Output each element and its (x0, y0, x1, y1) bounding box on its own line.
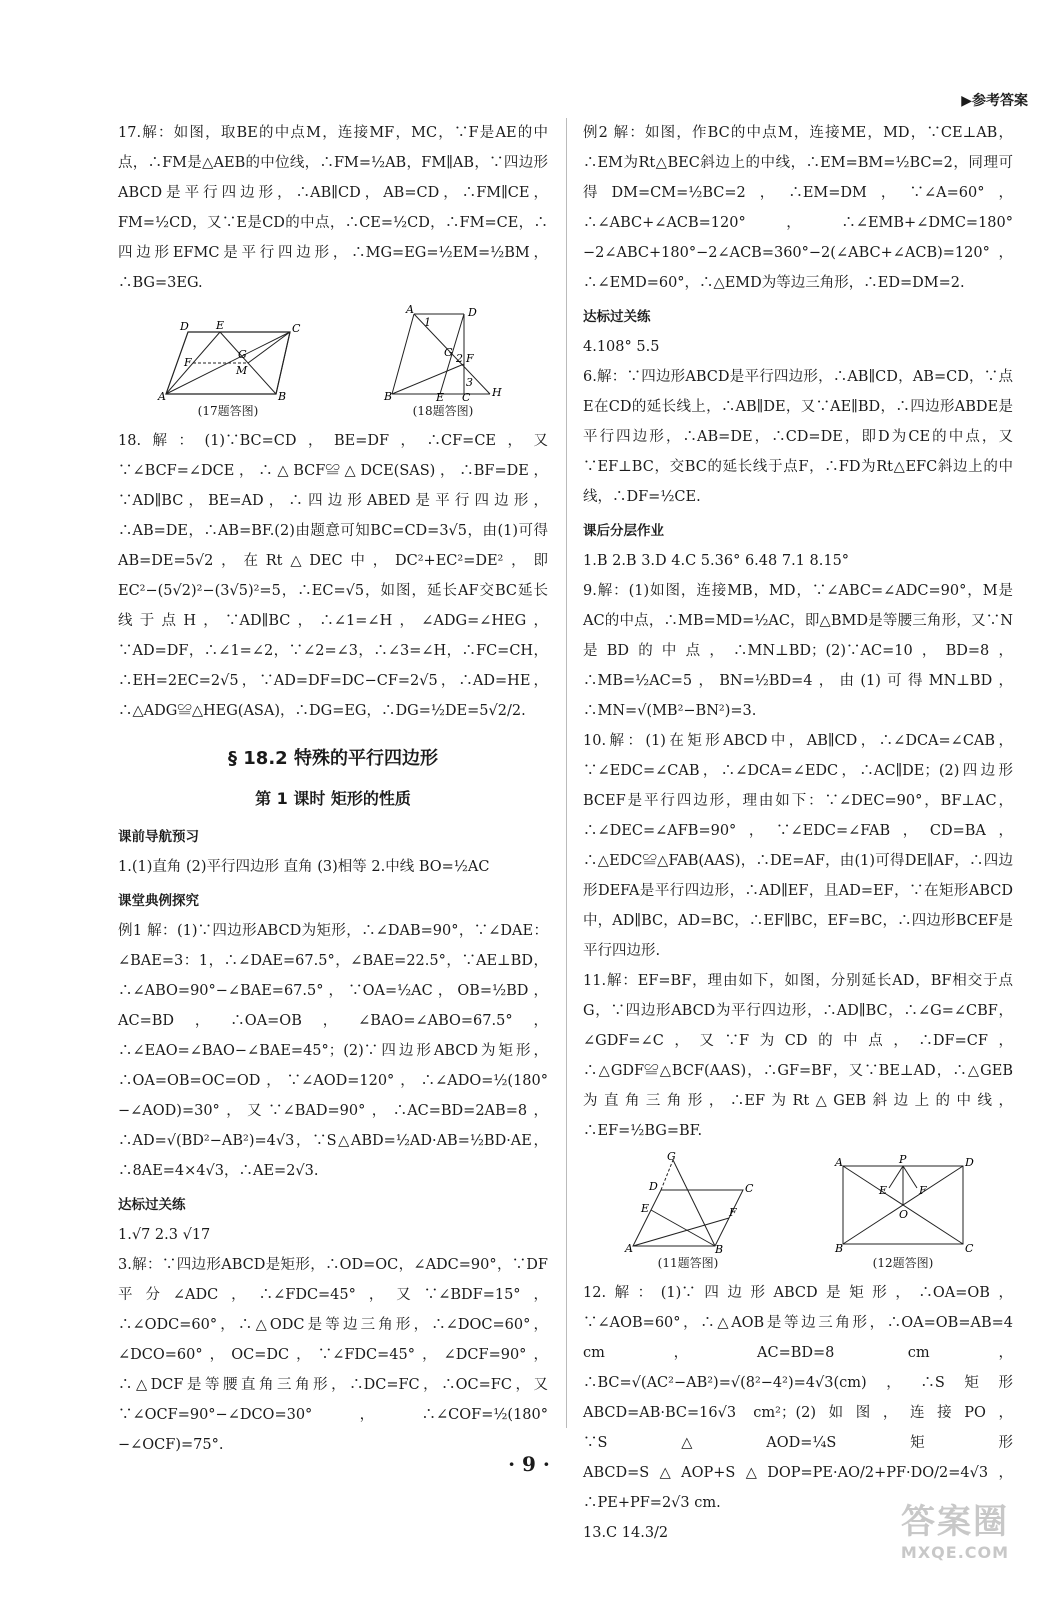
watermark-logo (880, 1494, 1030, 1564)
figure-17-diagram (158, 318, 301, 403)
svg-text:1: 1 (424, 316, 431, 329)
figure-17-caption: (17题答图) (197, 404, 259, 418)
figure-12-diagram (833, 1154, 973, 1254)
class-example-heading: 课堂典例探究 (118, 893, 199, 909)
svg-text:A: A (158, 390, 166, 403)
pre-study-text: 1.(1)直角 (2)平行四边形 直角 (3)相等 2.中线 BO=½AC (118, 859, 490, 875)
figure-17 (158, 318, 301, 420)
lesson-title: 第 1 课时 矩形的性质 (255, 789, 411, 808)
figure-11-caption: (11题答图) (657, 1256, 719, 1270)
svg-text:M: M (236, 364, 248, 377)
example-2: 例2 解：如图，作BC的中点M，连接ME，MD，∵CE⊥AB，∴EM为Rt△BEC斜边上的中线，∴EM=BM=½BC=2，同理可得DM=CM=½BC=2，∴EM=DM，∵∠A=60°，∴∠ABC+∠ACB=120°，∴∠EMB+∠DMC=180°−2∠ABC+180°−2∠ACB=360°−2(∠ABC+∠ACB)=120°，∴∠EMD=60°，∴△EMD为等边三角形，∴ED=DM=2. (583, 125, 1013, 291)
watermark-bottom: MXQE.COM (900, 1543, 1010, 1562)
svg-text:E: E (879, 1184, 888, 1197)
answer-9: 9.解：(1)如图，连接MB，MD，∵∠ABC=∠ADC=90°，M是AC的中点，∴MB=MD=½AC，即△BMD是等腰三角形，又∵N是BD的中点，∴MN⊥BD；(2)∵AC=10，BD=8，∴MB=½AC=5，BN=½BD=4，由(1)可得MN⊥BD，∴MN=√(MB²−BN²)=3. (583, 583, 1013, 719)
svg-text:B: B (835, 1242, 844, 1255)
svg-text:C: C (965, 1242, 974, 1255)
svg-text:E: E (641, 1202, 650, 1215)
svg-text:B: B (715, 1243, 724, 1256)
header-label: ▶参考答案 (961, 93, 1028, 109)
drill-heading-left: 达标过关练 (118, 1197, 186, 1213)
answer-11: 11.解：EF=BF，理由如下，如图，分别延长AD，BF相交于点G，∵四边形ABCD为平行四边形，∴AD∥BC，∴∠G=∠CBF，∠GDF=∠C，又∵F为CD的中点，∴DF=CF，∴△GDF≌△BCF(AAS)，∴GF=BF，又∵BE⊥AD，∴△GEB为直角三角形，∴EF为Rt△GEB斜边上的中线，∴EF=½BG=BF. (583, 973, 1013, 1139)
drill-answers-right: 4.108° 5.5 (583, 339, 660, 355)
answer-6: 6.解：∵四边形ABCD是平行四边形，∴AB∥CD，AB=CD，∵点E在CD的延长线上，∴AB∥DE，又∵AE∥BD，∴四边形ABDE是平行四边形，∴AB=DE，∴CD=DE，即D为CE的中点，又∵EF⊥BC，交BC的延长线于点F，∴FD为Rt△EFC斜边上的中线，∴DF=½CE. (583, 369, 1013, 505)
svg-text:D: D (649, 1180, 658, 1193)
section-title: § 18.2 特殊的平行四边形 (228, 748, 438, 769)
example-1: 例1 解：(1)∵四边形ABCD为矩形，∴∠DAB=90°，∵∠DAE：∠BAE=3：1，∴∠DAE=67.5°，∠BAE=22.5°，∵AE⊥BD，∴∠ABO=90°−∠BAE=67.5°，∵OA=½AC，OB=½BD，AC=BD，∴OA=OB，∠BAO=∠ABO=67.5°，∴∠EAO=∠BAO−∠BAE=45°；(2)∵四边形ABCD为矩形，∴OA=OB=OC=OD，∵∠AOD=120°，∴∠ADO=½(180°−∠AOD)=30°，又∵∠BAD=90°，∴AC=BD=2AB=8，∴AD=√(BD²−AB²)=4√3，∵S△ABD=½AD·AB=½BD·AE，∴8AE=4×4√3，∴AE=2√3. (118, 923, 548, 1179)
answer-13-14: 13.C 14.3/2 (583, 1525, 669, 1541)
figure-18-diagram (378, 303, 508, 404)
svg-text:H: H (492, 386, 502, 399)
svg-text:B: B (384, 390, 393, 403)
svg-text:O: O (899, 1208, 909, 1221)
svg-text:C: C (292, 322, 301, 335)
figure-11 (623, 1150, 754, 1272)
answer-10: 10.解：(1)在矩形ABCD中，AB∥CD，∴∠DCA=∠CAB，∵∠EDC=∠CAB，∴∠DCA=∠EDC，∴AC∥DE；(2)四边形BCEF是平行四边形，理由如下：∵∠DEC=90°，BF⊥AC，∴∠DEC=∠AFB=90°，∵∠EDC=∠FAB，CD=BA，∴△EDC≌△FAB(AAS)，∴DE=AF，由(1)可得DE∥AF，∴四边形DEFA是平行四边形，∴AD∥EF，且AD=EF，∵在矩形ABCD中，AD∥BC，AD=BC，∴EF∥BC，EF=BC，∴四边形BCEF是平行四边形. (583, 733, 1013, 959)
svg-text:E: E (216, 319, 225, 332)
svg-text:G: G (444, 346, 453, 359)
drill-heading-right: 达标过关练 (583, 309, 651, 325)
svg-text:G: G (238, 348, 247, 361)
svg-text:A: A (625, 1242, 633, 1255)
svg-text:C: C (462, 391, 471, 404)
svg-text:2: 2 (456, 352, 463, 365)
svg-text:F: F (919, 1184, 927, 1197)
svg-text:E: E (436, 391, 445, 404)
left-column (118, 118, 548, 1460)
right-column (583, 118, 1013, 1548)
svg-text:B: B (278, 390, 287, 403)
figures-11-12 (583, 1150, 1013, 1272)
watermark-top: 答案圈 (901, 1502, 1009, 1542)
svg-text:G: G (667, 1150, 676, 1163)
drill-answers-left: 1.√7 2.3 √17 (118, 1227, 211, 1243)
svg-text:3: 3 (466, 376, 473, 389)
svg-text:A: A (406, 303, 414, 316)
svg-text:A: A (835, 1156, 843, 1169)
svg-text:D: D (468, 306, 477, 319)
page-number: · 9 · (508, 1452, 550, 1476)
figures-17-18 (118, 303, 548, 420)
homework-answers: 1.B 2.B 3.D 4.C 5.36° 6.48 7.1 8.15° (583, 553, 850, 569)
answer-3: 3.解：∵四边形ABCD是矩形，∴OD=OC，∠ADC=90°，∵DF平分∠ADC，∴∠FDC=45°，又∵∠BDF=15°，∴∠ODC=60°，∴△ODC是等边三角形，∴∠DOC=60°，∠DCO=60°，OC=DC，∵∠FDC=45°，∠DCF=90°，∴△DCF是等腰直角三角形，∴DC=FC，∴OC=FC，又∵∠OCF=90°−∠DCO=30°，∴∠COF=½(180°−∠OCF)=75°. (118, 1257, 548, 1453)
figure-11-diagram (623, 1150, 754, 1256)
figure-12-caption: (12题答图) (872, 1256, 934, 1270)
svg-text:F: F (184, 356, 192, 369)
svg-text:D: D (965, 1156, 974, 1169)
column-divider (566, 118, 567, 1428)
answer-17: 17.解：如图，取BE的中点M，连接MF，MC，∵F是AE的中点，∴FM是△AEB的中位线，∴FM=½AB，FM∥AB，∵四边形ABCD是平行四边形，∴AB∥CD，AB=CD，∴FM∥CE，FM=½CD，又∵E是CD的中点，∴CE=½CD，∴FM=CE，∴四边形EFMC是平行四边形，∴MG=EG=½EM=½BM，∴BG=3EG. (118, 125, 548, 291)
pre-study-heading: 课前导航预习 (118, 829, 199, 845)
svg-text:P: P (899, 1153, 907, 1166)
figure-12 (833, 1154, 973, 1272)
answer-12: 12.解：(1)∵四边形ABCD是矩形，∴OA=OB，∵∠AOB=60°，∴△AOB是等边三角形，∴OA=OB=AB=4 cm，AC=BD=8 cm，∴BC=√(AC²−AB²)=√(8²−4²)=4√3(cm)，∴S矩形ABCD=AB·BC=16√3 cm²；(2)如图，连接PO，∵S△AOD=¼S矩形ABCD=S△AOP+S△DOP=PE·AO/2+PF·DO/2=4√3，∴PE+PF=2√3 cm. (583, 1285, 1013, 1511)
figure-18-caption: (18题答图) (412, 404, 474, 418)
svg-text:C: C (745, 1182, 754, 1195)
figure-18 (378, 303, 508, 420)
svg-text:D: D (180, 320, 189, 333)
svg-text:F: F (466, 352, 474, 365)
svg-text:F: F (729, 1206, 737, 1219)
answer-18: 18.解：(1)∵BC=CD，BE=DF，∴CF=CE，又∵∠BCF=∠DCE，∴△BCF≌△DCE(SAS)，∴BF=DE，∵AD∥BC，BE=AD，∴四边形ABED是平行四边形，∴AB=DE，∴AB=BF.(2)由题意可知BC=CD=3√5，由(1)可得AB=DE=5√2，在Rt△DEC中，DC²+EC²=DE²，即EC²−(5√2)²−(3√5)²=5，∴EC=√5，如图，延长AF交BC延长线于点H，∵AD∥BC，∴∠1=∠H，∠ADG=∠HEG，∵AD=DF，∴∠1=∠2，∵∠2=∠3，∴∠3=∠H，∴FC=CH，∴EH=2EC=2√5，∵AD=DF=DC−CF=2√5，∴AD=HE，∴△ADG≌△HEG(ASA)，∴DG=EG，∴DG=½DE=5√2/2. (118, 433, 548, 719)
homework-heading: 课后分层作业 (583, 523, 664, 539)
